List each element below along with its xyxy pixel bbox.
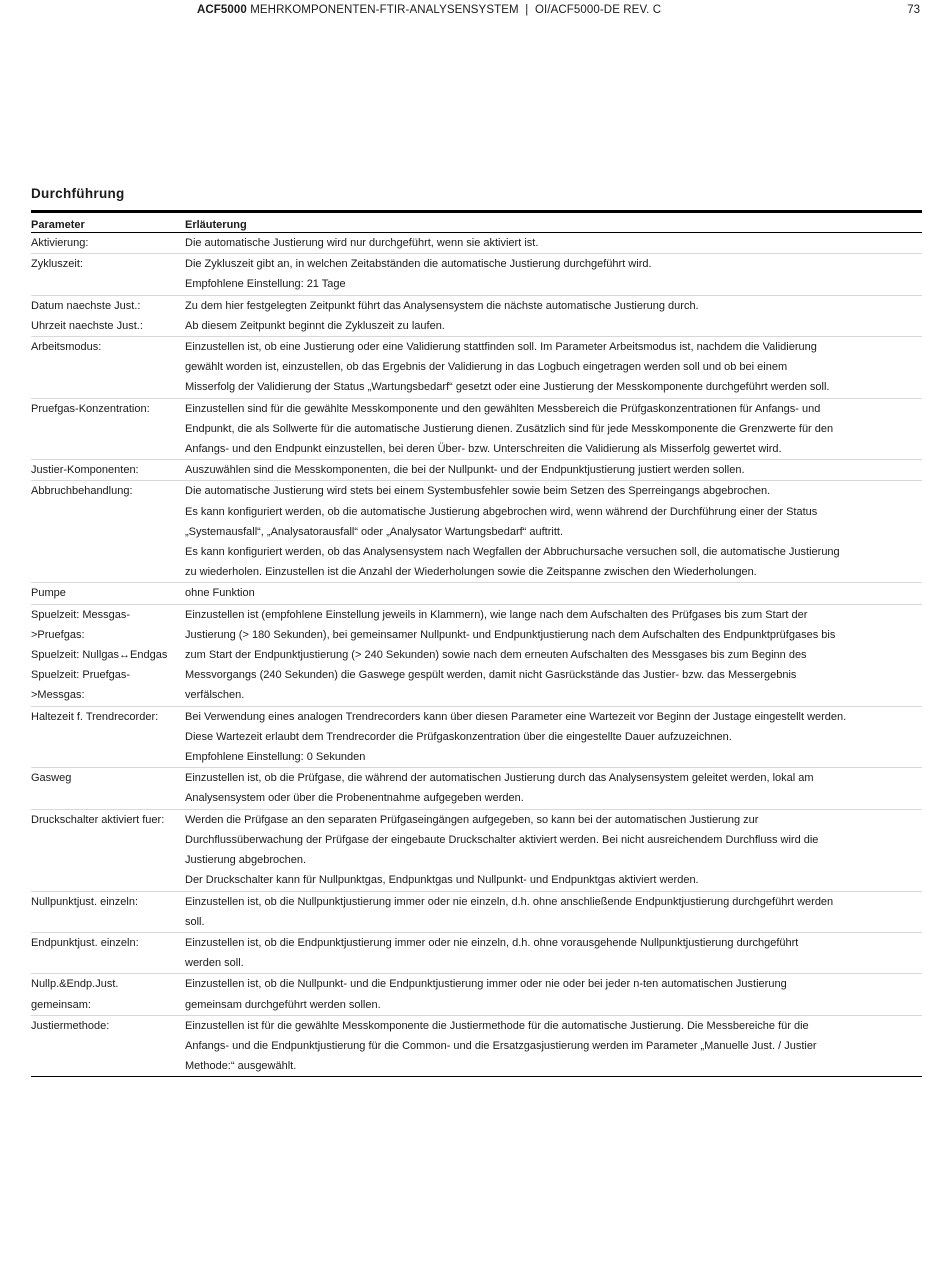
description-line: Einzustellen ist (empfohlene Einstellung jeweils in Klammern), wie lange nach dem Aufschalten des Prüfgases bis zum Start der (185, 608, 808, 621)
description-cell (185, 810, 922, 891)
description-line: „Systemausfall“, „Analysatorausfall“ oder „Analysator Wartungsbedarf“ auftritt. (185, 525, 564, 538)
parameter-name: Pruefgas-Konzentration: (31, 402, 150, 415)
description-line: Es kann konfiguriert werden, ob das Analysensystem nach Wegfallen der Abbruchursache versuchen soll, die automatische Justierung (185, 546, 840, 559)
parameter-name: Datum naechste Just.: (31, 299, 141, 312)
parameter-name: Spuelzeit: Messgas- (31, 608, 131, 621)
parameter-name: Pumpe (31, 587, 66, 600)
parameter-cell (31, 460, 185, 480)
description-cell (185, 481, 922, 582)
table-row (31, 481, 922, 583)
parameter-name: Spuelzeit: Pruefgas- (31, 669, 131, 682)
table-row (31, 337, 922, 399)
description-line: Empfohlene Einstellung: 0 Sekunden (185, 751, 366, 764)
table-row (31, 892, 922, 933)
parameter-name: Haltezeit f. Trendrecorder: (31, 710, 159, 723)
parameter-name: Abbruchbehandlung: (31, 485, 133, 498)
table-row (31, 399, 922, 461)
description-line: Einzustellen ist, ob die Endpunktjustierung immer oder nie einzeln, d.h. ohne vorausgehende Nullpunktjustierung durchgeführt (185, 936, 799, 949)
description-cell (185, 254, 922, 294)
parameter-name: Zykluszeit: (31, 258, 83, 271)
parameter-name: Spuelzeit: Nullgas↔Endgas (31, 649, 168, 662)
description-line: Bei Verwendung eines analogen Trendrecorders kann über diesen Parameter eine Wartezeit vor Beginn der Justage eingestellt werden. (185, 710, 847, 723)
description-line: Ab diesem Zeitpunkt beginnt die Zykluszeit zu laufen. (185, 319, 445, 332)
description-cell (185, 583, 922, 603)
description-line: Die Zykluszeit gibt an, in welchen Zeitabständen die automatische Justierung durchgeführt wird. (185, 258, 652, 271)
description-line: Empfohlene Einstellung: 21 Tage (185, 278, 346, 291)
table-row (31, 768, 922, 809)
description-line: Einzustellen ist für die gewählte Messkomponente die Justiermethode für die automatische Justierung. Die Messbereiche für die (185, 1019, 809, 1032)
parameter-cell (31, 337, 185, 398)
description-line: Einzustellen ist, ob die Nullpunkt- und die Endpunktjustierung immer oder nie oder bei jeder n-ten automatischen Justierung (185, 978, 787, 991)
parameter-name: Nullpunktjust. einzeln: (31, 895, 139, 908)
description-line: Methode:“ ausgewählt. (185, 1060, 297, 1073)
description-line: Einzustellen ist, ob die Prüfgase, die während der automatischen Justierung durch das Analysensystem geleitet werden, lokal am (185, 772, 814, 785)
description-line: Durchflussüberwachung der Prüfgase der eingebaute Druckschalter aktiviert werden. Bei nicht ausreichendem Durchfluss wird die (185, 833, 819, 846)
description-cell (185, 605, 922, 706)
parameter-name: >Pruefgas: (31, 628, 85, 641)
parameter-cell (31, 974, 185, 1014)
page-header (197, 4, 661, 16)
column-header-parameter: Parameter (31, 219, 85, 231)
description-cell (185, 296, 922, 336)
parameter-name: Endpunktjust. einzeln: (31, 936, 139, 949)
header-product-bold: ACF5000 (197, 4, 247, 16)
parameter-cell (31, 768, 185, 808)
description-cell (185, 460, 922, 480)
table-row (31, 296, 922, 337)
description-line: soll. (185, 915, 205, 928)
description-line: Die automatische Justierung wird stets bei einem Systembusfehler sowie beim Setzen des Sperreingangs abgebrochen. (185, 485, 771, 498)
description-cell (185, 933, 922, 973)
table-row (31, 460, 922, 481)
description-line: Einzustellen ist, ob die Nullpunktjustierung immer oder nie einzeln, d.h. ohne anschließende Endpunktjustierung durchgeführt werden (185, 895, 834, 908)
table-row (31, 583, 922, 604)
parameter-name: Druckschalter aktiviert fuer: (31, 813, 165, 826)
parameter-name: gemeinsam: (31, 998, 91, 1011)
parameter-name: Justier-Komponenten: (31, 464, 139, 477)
description-line: Diese Wartezeit erlaubt dem Trendrecorder die Prüfgaskonzentration über die eingestellte Dauer aufzuzeichnen. (185, 730, 732, 743)
parameter-cell (31, 1016, 185, 1077)
description-line: Auszuwählen sind die Messkomponenten, die bei der Nullpunkt- und der Endpunktjustierung justiert werden sollen. (185, 464, 745, 477)
description-cell (185, 399, 922, 460)
parameter-cell (31, 707, 185, 768)
table-row (31, 707, 922, 769)
parameter-cell (31, 296, 185, 336)
description-line: ohne Funktion (185, 587, 255, 600)
parameter-cell (31, 233, 185, 253)
description-line: Anfangs- und den Endpunkt einzustellen, bei deren Über- bzw. Unterschreiten die Validierung als Misserfolg gewertet wird. (185, 443, 782, 456)
table-row (31, 254, 922, 295)
table-row (31, 810, 922, 892)
description-line: Zu dem hier festgelegten Zeitpunkt führt das Analysensystem die nächste automatische Justierung durch. (185, 299, 699, 312)
description-line: Der Druckschalter kann für Nullpunktgas, Endpunktgas und Nullpunkt- und Endpunktgas aktiviert werden. (185, 874, 699, 887)
header-doc-id: OI/ACF5000-DE REV. C (534, 4, 662, 16)
description-line: gemeinsam durchgeführt werden sollen. (185, 998, 381, 1011)
description-line: zu wiederholen. Einzustellen ist die Anzahl der Wiederholungen sowie die Zeitspanne zwischen den Wiederholungen. (185, 566, 757, 579)
table-header-row (31, 213, 922, 233)
description-cell (185, 707, 922, 768)
parameter-name: Nullp.&Endp.Just. (31, 978, 119, 991)
parameter-name: Uhrzeit naechste Just.: (31, 319, 143, 332)
parameter-cell (31, 810, 185, 891)
table-row (31, 974, 922, 1015)
table-body (31, 233, 922, 1077)
parameter-table (31, 210, 922, 1077)
description-cell (185, 337, 922, 398)
description-line: Analysensystem oder über die Probenentnahme aufgegeben werden. (185, 792, 524, 805)
column-header-description: Erläuterung (185, 219, 247, 231)
description-line: Justierung (> 180 Sekunden), bei gemeinsamer Nullpunkt- und Endpunktjustierung nach dem Aufschalten des Endpunktprüfgases bis (185, 628, 836, 641)
description-line: Anfangs- und die Endpunktjustierung für die Common- und die Ersatzgasjustierung werden im Parameter „Manuelle Just. / Justier (185, 1039, 817, 1052)
parameter-name: Gasweg (31, 772, 72, 785)
table-row (31, 605, 922, 707)
parameter-name: Aktivierung: (31, 237, 89, 249)
description-line: verfälschen. (185, 689, 245, 702)
description-line: Messvorgangs (240 Sekunden) die Gaswege gespült werden, damit nicht Gasrückstände das Justier- bzw. das Messergebnis (185, 669, 797, 682)
parameter-cell (31, 605, 185, 706)
description-line: Endpunkt, die als Sollwerte für die automatische Justierung dienen. Zusätzlich sind für jede Messkomponente die Grenzwerte für den (185, 422, 834, 435)
header-product-rest: MEHRKOMPONENTEN-FTIR-ANALYSENSYSTEM (250, 4, 519, 16)
description-cell (185, 768, 922, 808)
section-title: Durchführung (31, 186, 125, 201)
description-line: Einzustellen ist, ob eine Justierung oder eine Validierung stattfinden soll. Im Parameter Arbeitsmodus ist, nachdem die Validierung (185, 341, 817, 354)
parameter-cell (31, 254, 185, 294)
description-cell (185, 233, 922, 253)
description-line: Einzustellen sind für die gewählte Messkomponente und den gewählten Messbereich die Prüfgaskonzentrationen für Anfangs- und (185, 402, 821, 415)
parameter-cell (31, 892, 185, 932)
description-line: zum Start der Endpunktjustierung (> 240 Sekunden) sowie nach dem erneuten Aufschalten des Messgases bis zum Beginn des (185, 649, 807, 662)
description-line: werden soll. (185, 957, 244, 970)
page-number: 73 (907, 4, 920, 16)
table-row (31, 933, 922, 974)
table-row (31, 1016, 922, 1078)
parameter-name: Justiermethode: (31, 1019, 110, 1032)
parameter-cell (31, 481, 185, 582)
parameter-cell (31, 933, 185, 973)
description-line: Misserfolg der Validierung der Status „Wartungsbedarf“ gesetzt oder eine Justierung der Messkomponente durchgeführt werden soll. (185, 381, 830, 394)
table-row (31, 233, 922, 254)
description-cell (185, 974, 922, 1014)
description-line: Werden die Prüfgase an den separaten Prüfgaseingängen aufgegeben, so kann bei der automatischen Justierung zur (185, 813, 759, 826)
header-separator: | (525, 4, 529, 16)
description-line: Es kann konfiguriert werden, ob die automatische Justierung abgebrochen wird, wenn während der Durchführung einer der Status (185, 505, 818, 518)
description-cell (185, 892, 922, 932)
parameter-name: Arbeitsmodus: (31, 341, 102, 354)
parameter-name: >Messgas: (31, 689, 85, 702)
description-line: Justierung abgebrochen. (185, 854, 307, 867)
parameter-cell (31, 399, 185, 460)
description-line: Die automatische Justierung wird nur durchgeführt, wenn sie aktiviert ist. (185, 237, 539, 249)
description-cell (185, 1016, 922, 1077)
parameter-cell (31, 583, 185, 603)
description-line: gewählt worden ist, einzustellen, ob das Ergebnis der Validierung in das Logbuch eingetragen werden soll und ob bei einem (185, 361, 788, 374)
